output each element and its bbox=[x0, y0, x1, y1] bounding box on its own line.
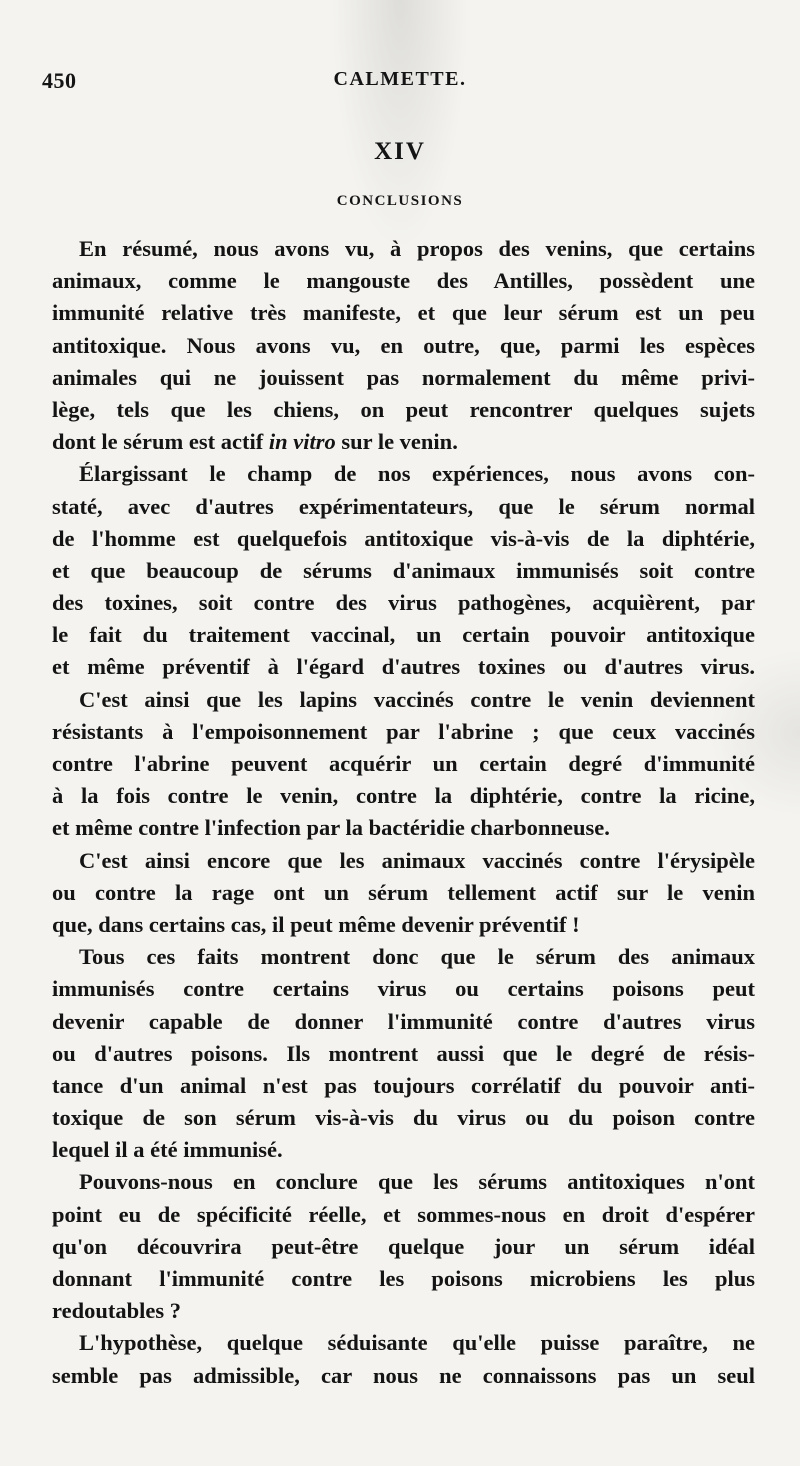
text-line: qu'on découvrira peut-être quelque jour un sérum idéal bbox=[52, 1233, 755, 1259]
chapter-title: CONCLUSIONS bbox=[336, 193, 464, 209]
text-line: En résumé, nous avons vu, à propos des venins, que certains bbox=[79, 236, 755, 261]
text-line: animales qui ne jouissent pas normalement du même privi- bbox=[52, 364, 755, 390]
text-line: immunité relative très manifeste, et que leur sérum est un peu bbox=[52, 300, 755, 326]
text-line: staté, avec d'autres expérimentateurs, que le sérum normal bbox=[52, 493, 755, 519]
text-line: antitoxique. Nous avons vu, en outre, que, parmi les espèces bbox=[52, 332, 755, 358]
text-segment: sur le venin. bbox=[335, 429, 458, 455]
text-line: résistants à l'empoisonnement par l'abrine ; que ceux vaccinés bbox=[52, 718, 755, 744]
text-line: que, dans certains cas, il peut même devenir préventif ! bbox=[52, 911, 580, 937]
text-line: le fait du traitement vaccinal, un certain pouvoir antitoxique bbox=[52, 622, 755, 648]
text-line: immunisés contre certains virus ou certains poisons peut bbox=[52, 976, 755, 1002]
text-line: des toxines, soit contre des virus pathogènes, acquièrent, par bbox=[52, 590, 755, 616]
text-line: lège, tels que les chiens, on peut rencontrer quelques sujets bbox=[52, 396, 755, 422]
page-number: 450 bbox=[42, 68, 77, 93]
text-line: point eu de spécificité réelle, et sommes-nous en droit d'espérer bbox=[52, 1201, 755, 1227]
running-title: CALMETTE. bbox=[333, 68, 467, 90]
text-line: Élargissant le champ de nos expériences, nous avons con- bbox=[79, 461, 755, 487]
chapter-number: XIV bbox=[374, 138, 426, 165]
text-line: L'hypothèse, quelque séduisante qu'elle puisse paraître, ne bbox=[79, 1330, 755, 1356]
text-segment: dont le sérum est actif bbox=[52, 429, 269, 455]
italic-phrase: in vitro bbox=[268, 429, 336, 455]
text-line: semble pas admissible, car nous ne connaissons pas un seul bbox=[52, 1362, 755, 1388]
text-line: ou d'autres poisons. Ils montrent aussi que le degré de résis- bbox=[52, 1040, 755, 1066]
text-line: tance d'un animal n'est pas toujours corrélatif du pouvoir anti- bbox=[52, 1072, 755, 1098]
text-line: devenir capable de donner l'immunité contre d'autres virus bbox=[52, 1008, 755, 1034]
text-line: Pouvons-nous en conclure que les sérums antitoxiques n'ont bbox=[79, 1169, 755, 1195]
text-line: Tous ces faits montrent donc que le sérum des animaux bbox=[79, 944, 755, 970]
text-line bbox=[52, 426, 755, 458]
text-line: C'est ainsi que les lapins vaccinés contre le venin deviennent bbox=[79, 686, 755, 712]
text-line: et même préventif à l'égard d'autres toxines ou d'autres virus. bbox=[52, 654, 755, 680]
text-line: redoutables ? bbox=[52, 1298, 181, 1324]
text-line: et que beaucoup de sérums d'animaux immunisés soit contre bbox=[52, 557, 755, 583]
body-text bbox=[52, 233, 755, 1392]
text-line: et même contre l'infection par la bactéridie charbonneuse. bbox=[52, 815, 610, 841]
text-line: animaux, comme le mangouste des Antilles, possèdent une bbox=[52, 268, 755, 294]
text-line: donnant l'immunité contre les poisons microbiens les plus bbox=[52, 1266, 755, 1291]
text-line: lequel il a été immunisé. bbox=[52, 1137, 283, 1163]
text-line: toxique de son sérum vis-à-vis du virus ou du poison contre bbox=[52, 1105, 755, 1131]
text-line: C'est ainsi encore que les animaux vaccinés contre l'érysipèle bbox=[79, 847, 755, 873]
text-line: contre l'abrine peuvent acquérir un certain degré d'immunité bbox=[52, 751, 755, 776]
text-line: ou contre la rage ont un sérum tellement actif sur le venin bbox=[52, 879, 755, 905]
text-line: à la fois contre le venin, contre la diphtérie, contre la ricine, bbox=[52, 783, 755, 809]
running-head bbox=[42, 68, 758, 98]
text-line: de l'homme est quelquefois antitoxique vis-à-vis de la diphtérie, bbox=[52, 525, 755, 551]
